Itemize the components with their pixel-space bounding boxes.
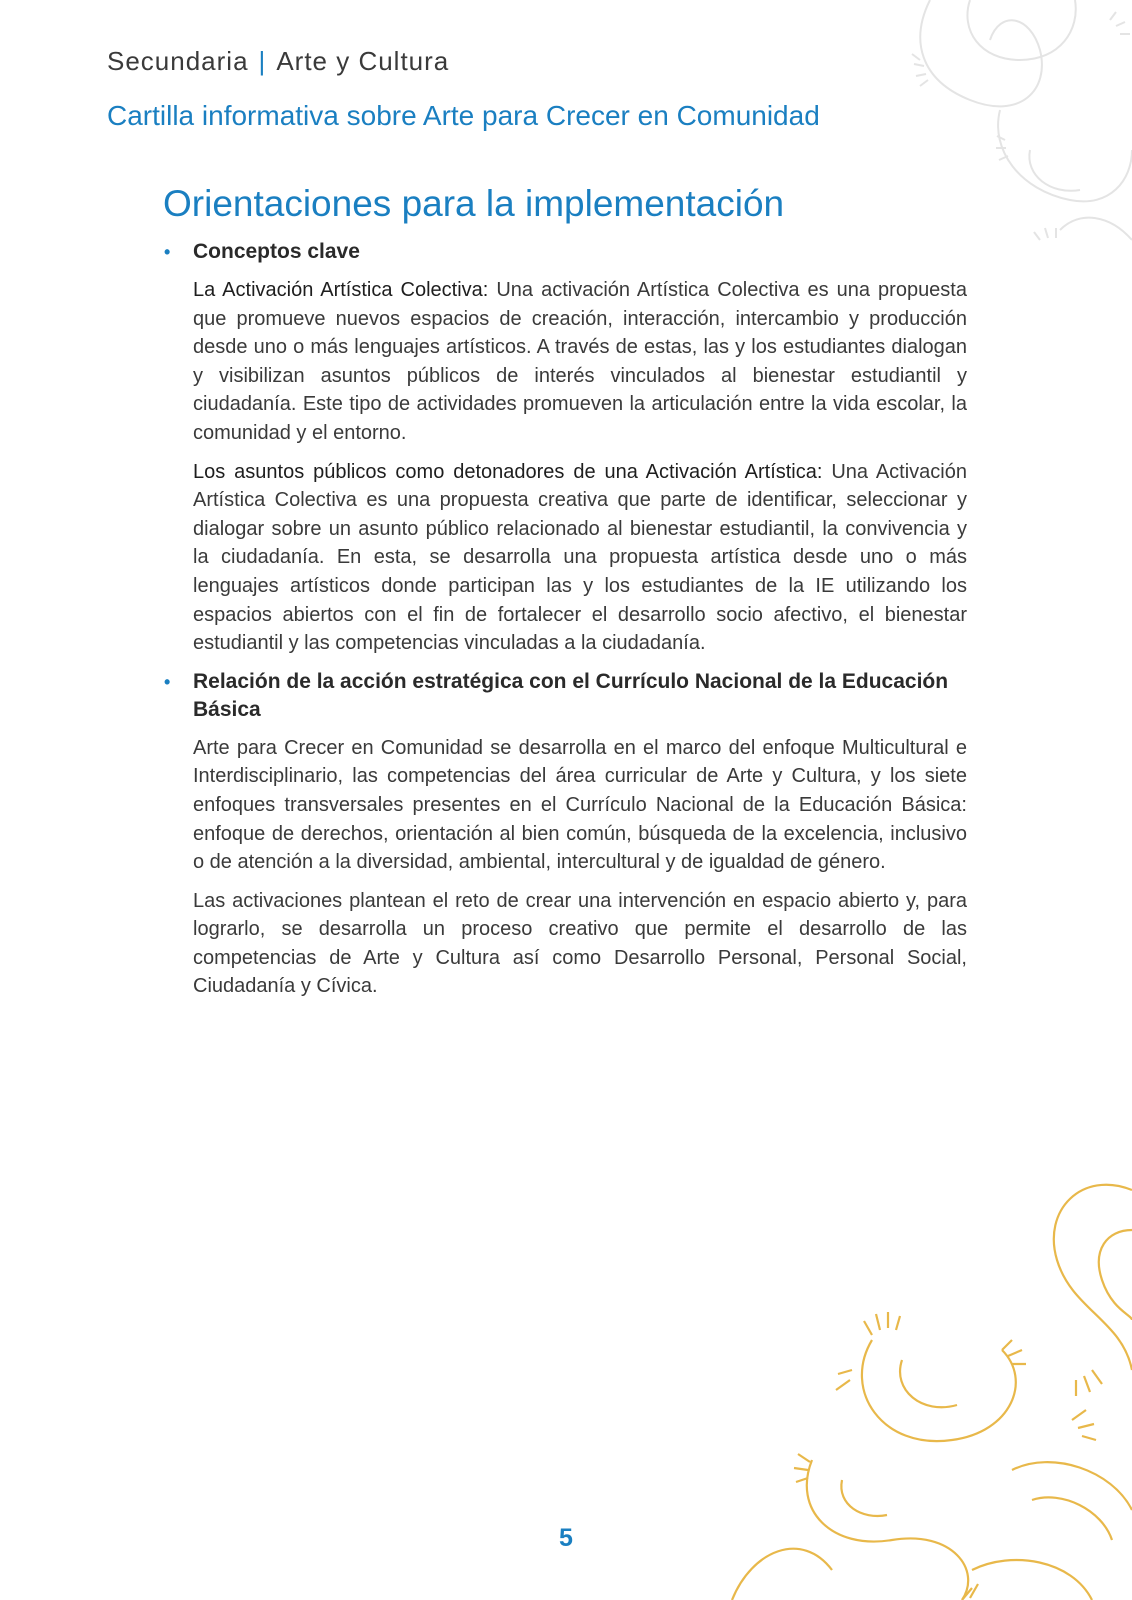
paragraph (193, 734, 967, 877)
header-area: Arte y Cultura (276, 46, 450, 76)
paragraph-text: Una activación Artística Colectiva es una propuesta que promueve nuevos espacios de creación, interacción, intercambio y producción desde uno o más lenguajes artísticos. A través de estas, las y los estudiantes dialogan y visibilizan asuntos públicos de interés vinculados al bienestar estudiantil y ciudadanía. Este tipo de actividades promueven la articulación entre la vida escolar, la comunidad y el entorno. (193, 279, 967, 444)
paragraph-text: Las activaciones plantean el reto de crear una intervención en espacio abierto y, para lograrlo, se desarrolla un proceso creativo que permite el desarrollo de las competencias de Arte y Cultura así como Desarrollo Personal, Personal Social, Ciudadanía y Cívica. (193, 889, 967, 998)
bullet-heading (164, 238, 967, 266)
header-separator: | (258, 46, 267, 76)
running-header (107, 46, 449, 77)
page-number: 5 (559, 1524, 573, 1552)
bullet-heading (164, 668, 967, 724)
paragraph (193, 276, 967, 448)
bullet-heading-text: Relación de la acción estratégica con el Currículo Nacional de la Educación Básica (193, 669, 949, 721)
paragraph-lead: La Activación Artística Colectiva: (193, 279, 489, 301)
bullet-icon: • (164, 242, 171, 262)
main-content (164, 238, 967, 1001)
bullet-heading-text: Conceptos clave (193, 240, 360, 263)
paragraph (193, 887, 967, 1001)
paragraph-text: Una Activación Artística Colectiva es una propuesta creativa que parte de identificar, seleccionar y dialogar sobre un asunto público relacionado al bienestar estudiantil, la convivencia y la ciudadanía. En esta, se desarrolla una propuesta artística desde uno o más lenguajes artísticos donde participan las y los estudiantes de la IE utilizando los espacios abiertos con el fin de fortalecer el desarrollo socio afectivo, el bienestar estudiantil y las competencias vinculadas a la ciudadanía. (193, 460, 967, 655)
header-level: Secundaria (107, 46, 249, 76)
paragraph-text: Arte para Crecer en Comunidad se desarrolla en el marco del enfoque Multicultural e Interdisciplinario, las competencias del área curricular de Arte y Cultura, y los siete enfoques transversales presentes en el Currículo Nacional de la Educación Básica: enfoque de derechos, orientación al bien común, búsqueda de la excelencia, inclusivo o de atención a la diversidad, ambiental, intercultural y de igualdad de género. (193, 736, 967, 874)
paragraph (193, 458, 967, 658)
decorative-hands-gray-illustration (910, 0, 1132, 250)
section-title: Orientaciones para la implementación (163, 183, 785, 224)
bullet-icon: • (164, 671, 171, 692)
paragraph-lead: Los asuntos públicos como detonadores de una Activación Artística: (193, 460, 823, 483)
document-title: Cartilla informativa sobre Arte para Crecer en Comunidad (107, 100, 820, 131)
